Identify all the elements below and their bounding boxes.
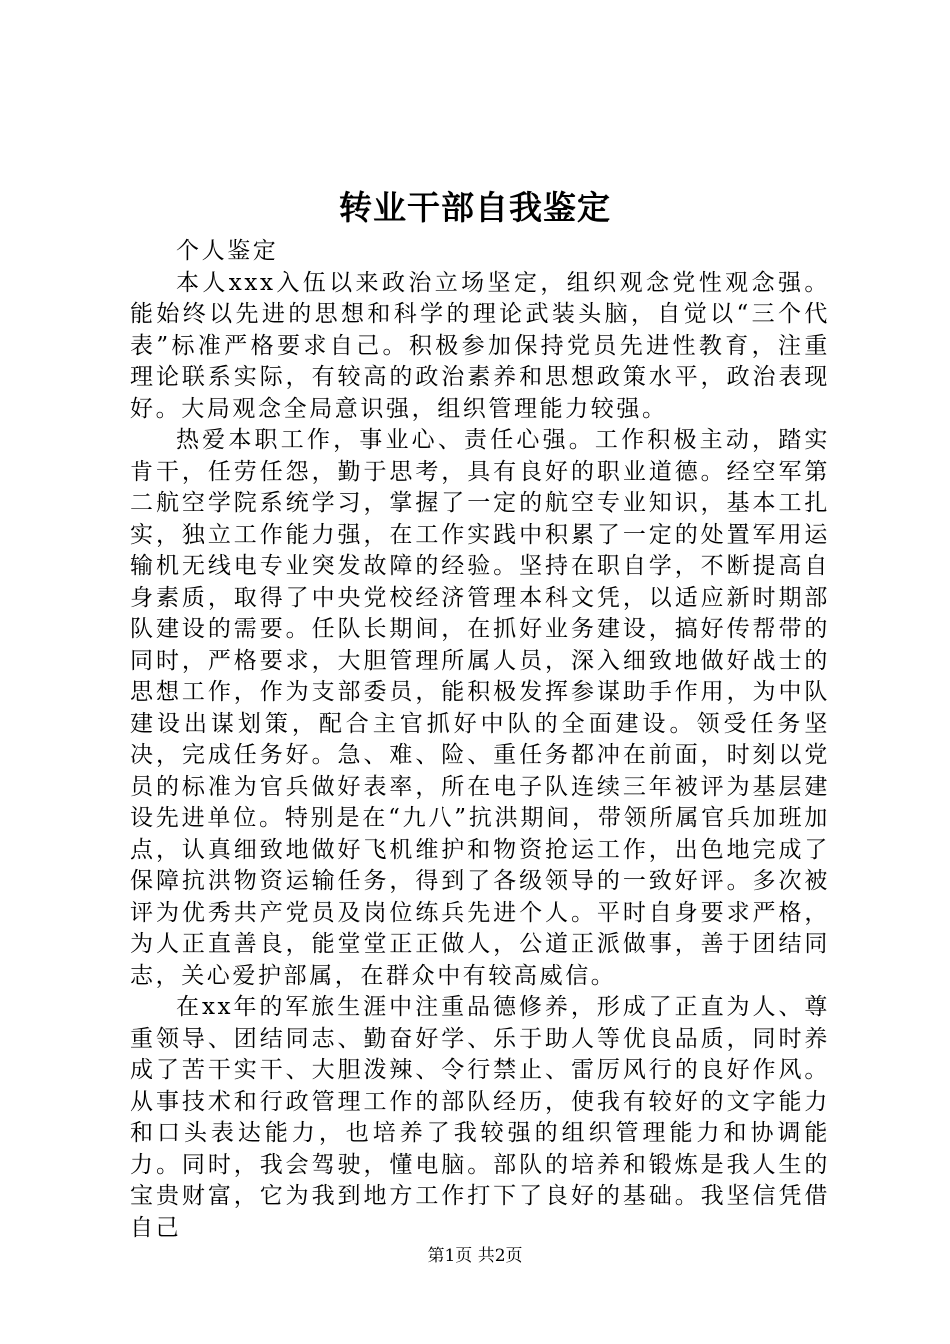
document-title: 转业干部自我鉴定: [339, 188, 611, 227]
page-number-footer: 第1页 共2页: [427, 1246, 523, 1266]
section-heading: 个人鉴定: [176, 238, 279, 264]
paragraph-3: 在xx年的军旅生涯中注重品德修养，形成了正直为人、尊重领导、团结同志、勤奋好学、乐于助人等优良品质，同时养成了苦干实干、大胆泼辣、令行禁止、雷厉风行的良好作风。从事技术和行政管理工作的部队经历，使我有较好的文字能力和口头表达能力，也培养了我较强的组织管理能力和协调能力。同时，我会驾驶，懂电脑。部队的培养和锻炼是我人生的宝贵财富，它为我到地方工作打下了良好的基础。我坚信凭借自己: [130, 994, 830, 1241]
paragraph-2: 热爱本职工作，事业心、责任心强。工作积极主动，踏实肯干，任劳任怨，勤于思考，具有良好的职业道德。经空军第二航空学院系统学习，掌握了一定的航空专业知识，基本工扎实，独立工作能力强，在工作实践中积累了一定的处置军用运输机无线电专业突发故障的经验。坚持在职自学，不断提高自身素质，取得了中央党校经济管理本科文凭，以适应新时期部队建设的需要。任队长期间，在抓好业务建设，搞好传帮带的同时，严格要求，大胆管理所属人员，深入细致地做好战士的思想工作，作为支部委员，能积极发挥参谋助手作用，为中队建设出谋划策，配合主官抓好中队的全面建设。领受任务坚决，完成任务好。急、难、险、重任务都冲在前面，时刻以党员的标准为官兵做好表率，所在电子队连续三年被评为基层建设先进单位。特别是在“九八”抗洪期间，带领所属官兵加班加点，认真细致地做好飞机维护和物资抢运工作，出色地完成了保障抗洪物资运输任务，得到了各级领导的一致好评。多次被评为优秀共产党员及岗位练兵先进个人。平时自身要求严格，为人正直善良，能堂堂正正做人，公道正派做事，善于团结同志，关心爱护部属，在群众中有较高威信。: [130, 427, 830, 989]
paragraph-1: 本人xxx入伍以来政治立场坚定，组织观念党性观念强。能始终以先进的思想和科学的理论武装头脑，自觉以“三个代表”标准严格要求自己。积极参加保持党员先进性教育，注重理论联系实际，有较高的政治素养和思想政策水平，政治表现好。大局观念全局意识强，组织管理能力较强。: [130, 269, 830, 422]
document-body: [130, 236, 830, 1244]
